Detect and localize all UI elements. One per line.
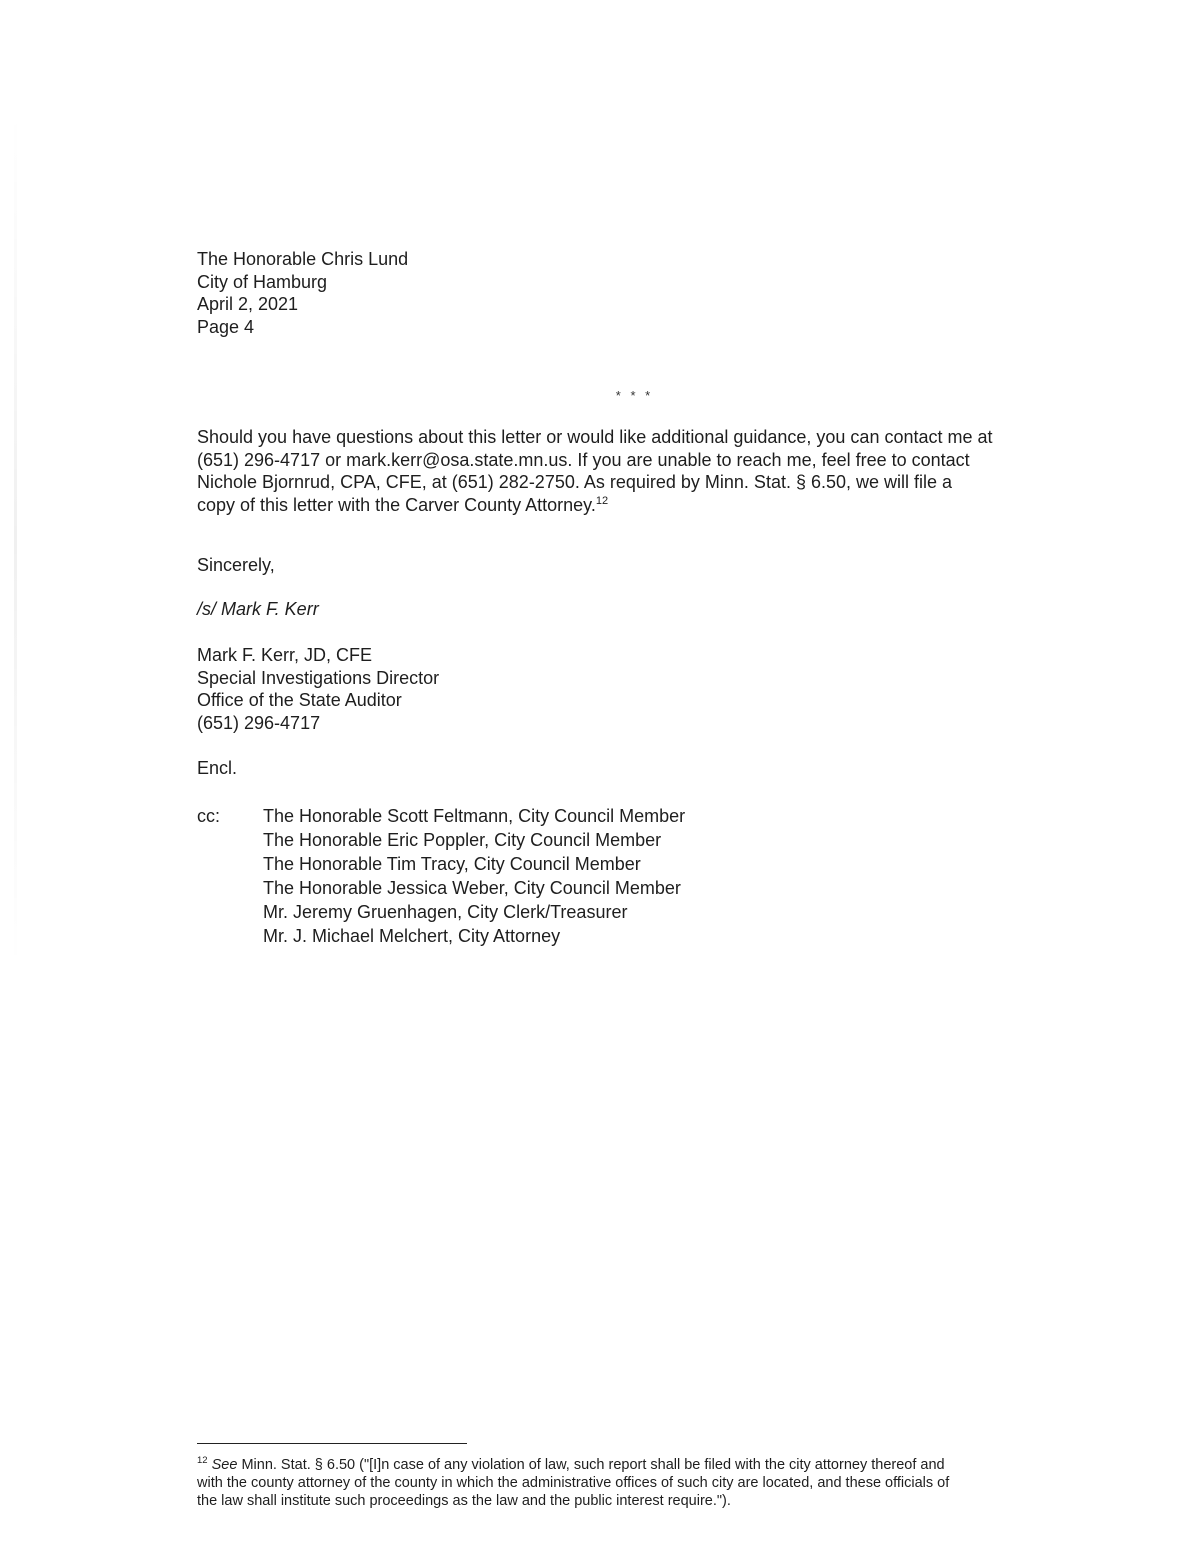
recipient-name: The Honorable Chris Lund bbox=[197, 249, 409, 269]
footnote-line: with the county attorney of the county in which the administrative offices of such city are located, and these officials of bbox=[197, 1475, 950, 1491]
page-number: Page 4 bbox=[197, 316, 255, 337]
footnote-see: See bbox=[211, 1457, 238, 1473]
enclosure-note: Encl. bbox=[197, 758, 238, 778]
cc-recipient: The Honorable Jessica Weber, City Council Member bbox=[263, 878, 681, 898]
signer-phone: (651) 296-4717 bbox=[197, 712, 321, 733]
closing: Sincerely, bbox=[197, 555, 275, 575]
footnote-number: 12 bbox=[197, 1455, 208, 1467]
footnote-line bbox=[197, 1456, 1077, 1474]
cc-label: cc: bbox=[197, 806, 221, 826]
body-line: Should you have questions about this letter or would like additional guidance, you can contact me at bbox=[197, 427, 993, 447]
cc-recipient: The Honorable Tim Tracy, City Council Member bbox=[263, 854, 641, 874]
scan-edge-shadow bbox=[14, 110, 17, 970]
letter-date: April 2, 2021 bbox=[197, 294, 299, 314]
cc-recipient: The Honorable Scott Feltmann, City Council Member bbox=[263, 806, 686, 826]
footnote-text: Minn. Stat. § 6.50 ("[I]n case of any violation of law, such report shall be filed with the city attorney thereof and bbox=[237, 1457, 945, 1473]
cc-recipient: Mr. J. Michael Melchert, City Attorney bbox=[263, 926, 561, 946]
body-line: (651) 296-4717 or mark.kerr@osa.state.mn.us. If you are unable to reach me, feel free to contact bbox=[197, 449, 970, 470]
footnote bbox=[197, 1456, 1077, 1510]
body-line-text: copy of this letter with the Carver County Attorney. bbox=[197, 494, 596, 515]
footnote-line: the law shall institute such proceedings as the law and the public interest require."). bbox=[197, 1493, 731, 1509]
cc-list bbox=[263, 804, 685, 948]
signature-block bbox=[197, 644, 439, 734]
signer-title: Special Investigations Director bbox=[197, 667, 440, 688]
section-break: * * * bbox=[615, 388, 654, 403]
body-line-last bbox=[197, 494, 1057, 517]
signature: /s/ Mark F. Kerr bbox=[197, 599, 319, 619]
recipient-organization: City of Hamburg bbox=[197, 271, 328, 292]
body-paragraph bbox=[197, 426, 1057, 516]
footnote-divider bbox=[197, 1443, 467, 1444]
body-line: Nichole Bjornrud, CPA, CFE, at (651) 282-2750. As required by Minn. Stat. § 6.50, we will file a bbox=[197, 472, 953, 492]
letter-header bbox=[197, 248, 408, 338]
cc-recipient: Mr. Jeremy Gruenhagen, City Clerk/Treasurer bbox=[263, 902, 628, 922]
footnote-reference[interactable]: 12 bbox=[595, 494, 609, 507]
signer-name: Mark F. Kerr, JD, CFE bbox=[197, 645, 373, 665]
signer-office: Office of the State Auditor bbox=[197, 690, 402, 710]
cc-recipient: The Honorable Eric Poppler, City Council Member bbox=[263, 830, 662, 850]
